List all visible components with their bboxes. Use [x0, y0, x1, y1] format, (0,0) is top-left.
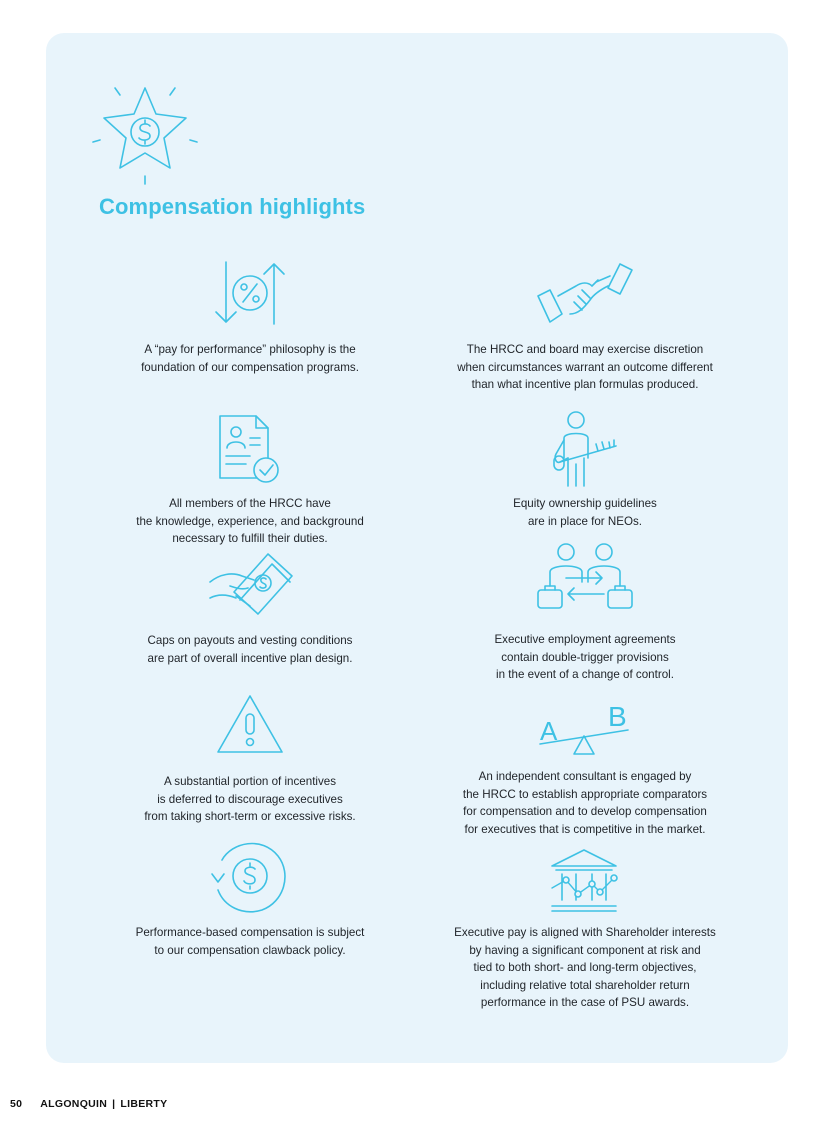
- people-exchange-icon: [536, 542, 634, 614]
- bank-chart-icon: [548, 848, 620, 914]
- caption-hrcc-discretion: The HRCC and board may exercise discretion when circumstances warrant an outcome different than what incentive plan formulas produced.: [457, 343, 713, 391]
- caption-pay-for-performance: A “pay for performance” philosophy is the foundation of our compensation programs.: [141, 343, 359, 374]
- person-key-icon: [546, 410, 622, 490]
- caption-shareholder-alignment: Executive pay is aligned with Shareholder interests by having a significant component at risk and tied to both short- and long-term objectives, including relative total shareholder return performance in the case of PSU awards.: [454, 926, 716, 1009]
- dollar-cycle-icon: [210, 838, 290, 916]
- page-footer: [10, 1098, 167, 1110]
- star-dollar-icon: [90, 80, 200, 190]
- caption-caps-on-payouts: Caps on payouts and vesting conditions are part of overall incentive plan design.: [147, 634, 353, 665]
- svg-text:A: A: [540, 716, 558, 746]
- brand-separator: |: [112, 1098, 116, 1110]
- profile-document-check-icon: [216, 412, 284, 486]
- brand-liberty: LIBERTY: [120, 1098, 168, 1110]
- warning-triangle-icon: [214, 692, 286, 756]
- svg-text:B: B: [608, 701, 627, 732]
- page-number: 50: [10, 1098, 23, 1110]
- caption-deferred-incentives: A substantial portion of incentives is deferred to discourage executives from taking short-term or excessive risks.: [144, 775, 356, 823]
- page-title: Compensation highlights: [99, 194, 366, 219]
- hand-money-icon: [206, 550, 294, 624]
- caption-equity-ownership: Equity ownership guidelines are in place for NEOs.: [513, 497, 657, 528]
- ab-balance-icon: [536, 698, 634, 760]
- percent-arrows-icon: [212, 252, 288, 334]
- handshake-icon: [534, 256, 636, 328]
- caption-independent-consultant: An independent consultant is engaged by the HRCC to establish appropriate comparators for compensation and to develop compensation for executives that is competitive in the market.: [462, 770, 708, 836]
- caption-hrcc-members: All members of the HRCC have the knowledge, experience, and background necessary to fulfill their duties.: [136, 497, 364, 545]
- brand-algonquin: ALGONQUIN: [40, 1098, 108, 1110]
- caption-employment-agreements: Executive employment agreements contain double-trigger provisions in the event of a change of control.: [494, 633, 676, 681]
- caption-clawback-policy: Performance-based compensation is subject to our compensation clawback policy.: [135, 926, 365, 957]
